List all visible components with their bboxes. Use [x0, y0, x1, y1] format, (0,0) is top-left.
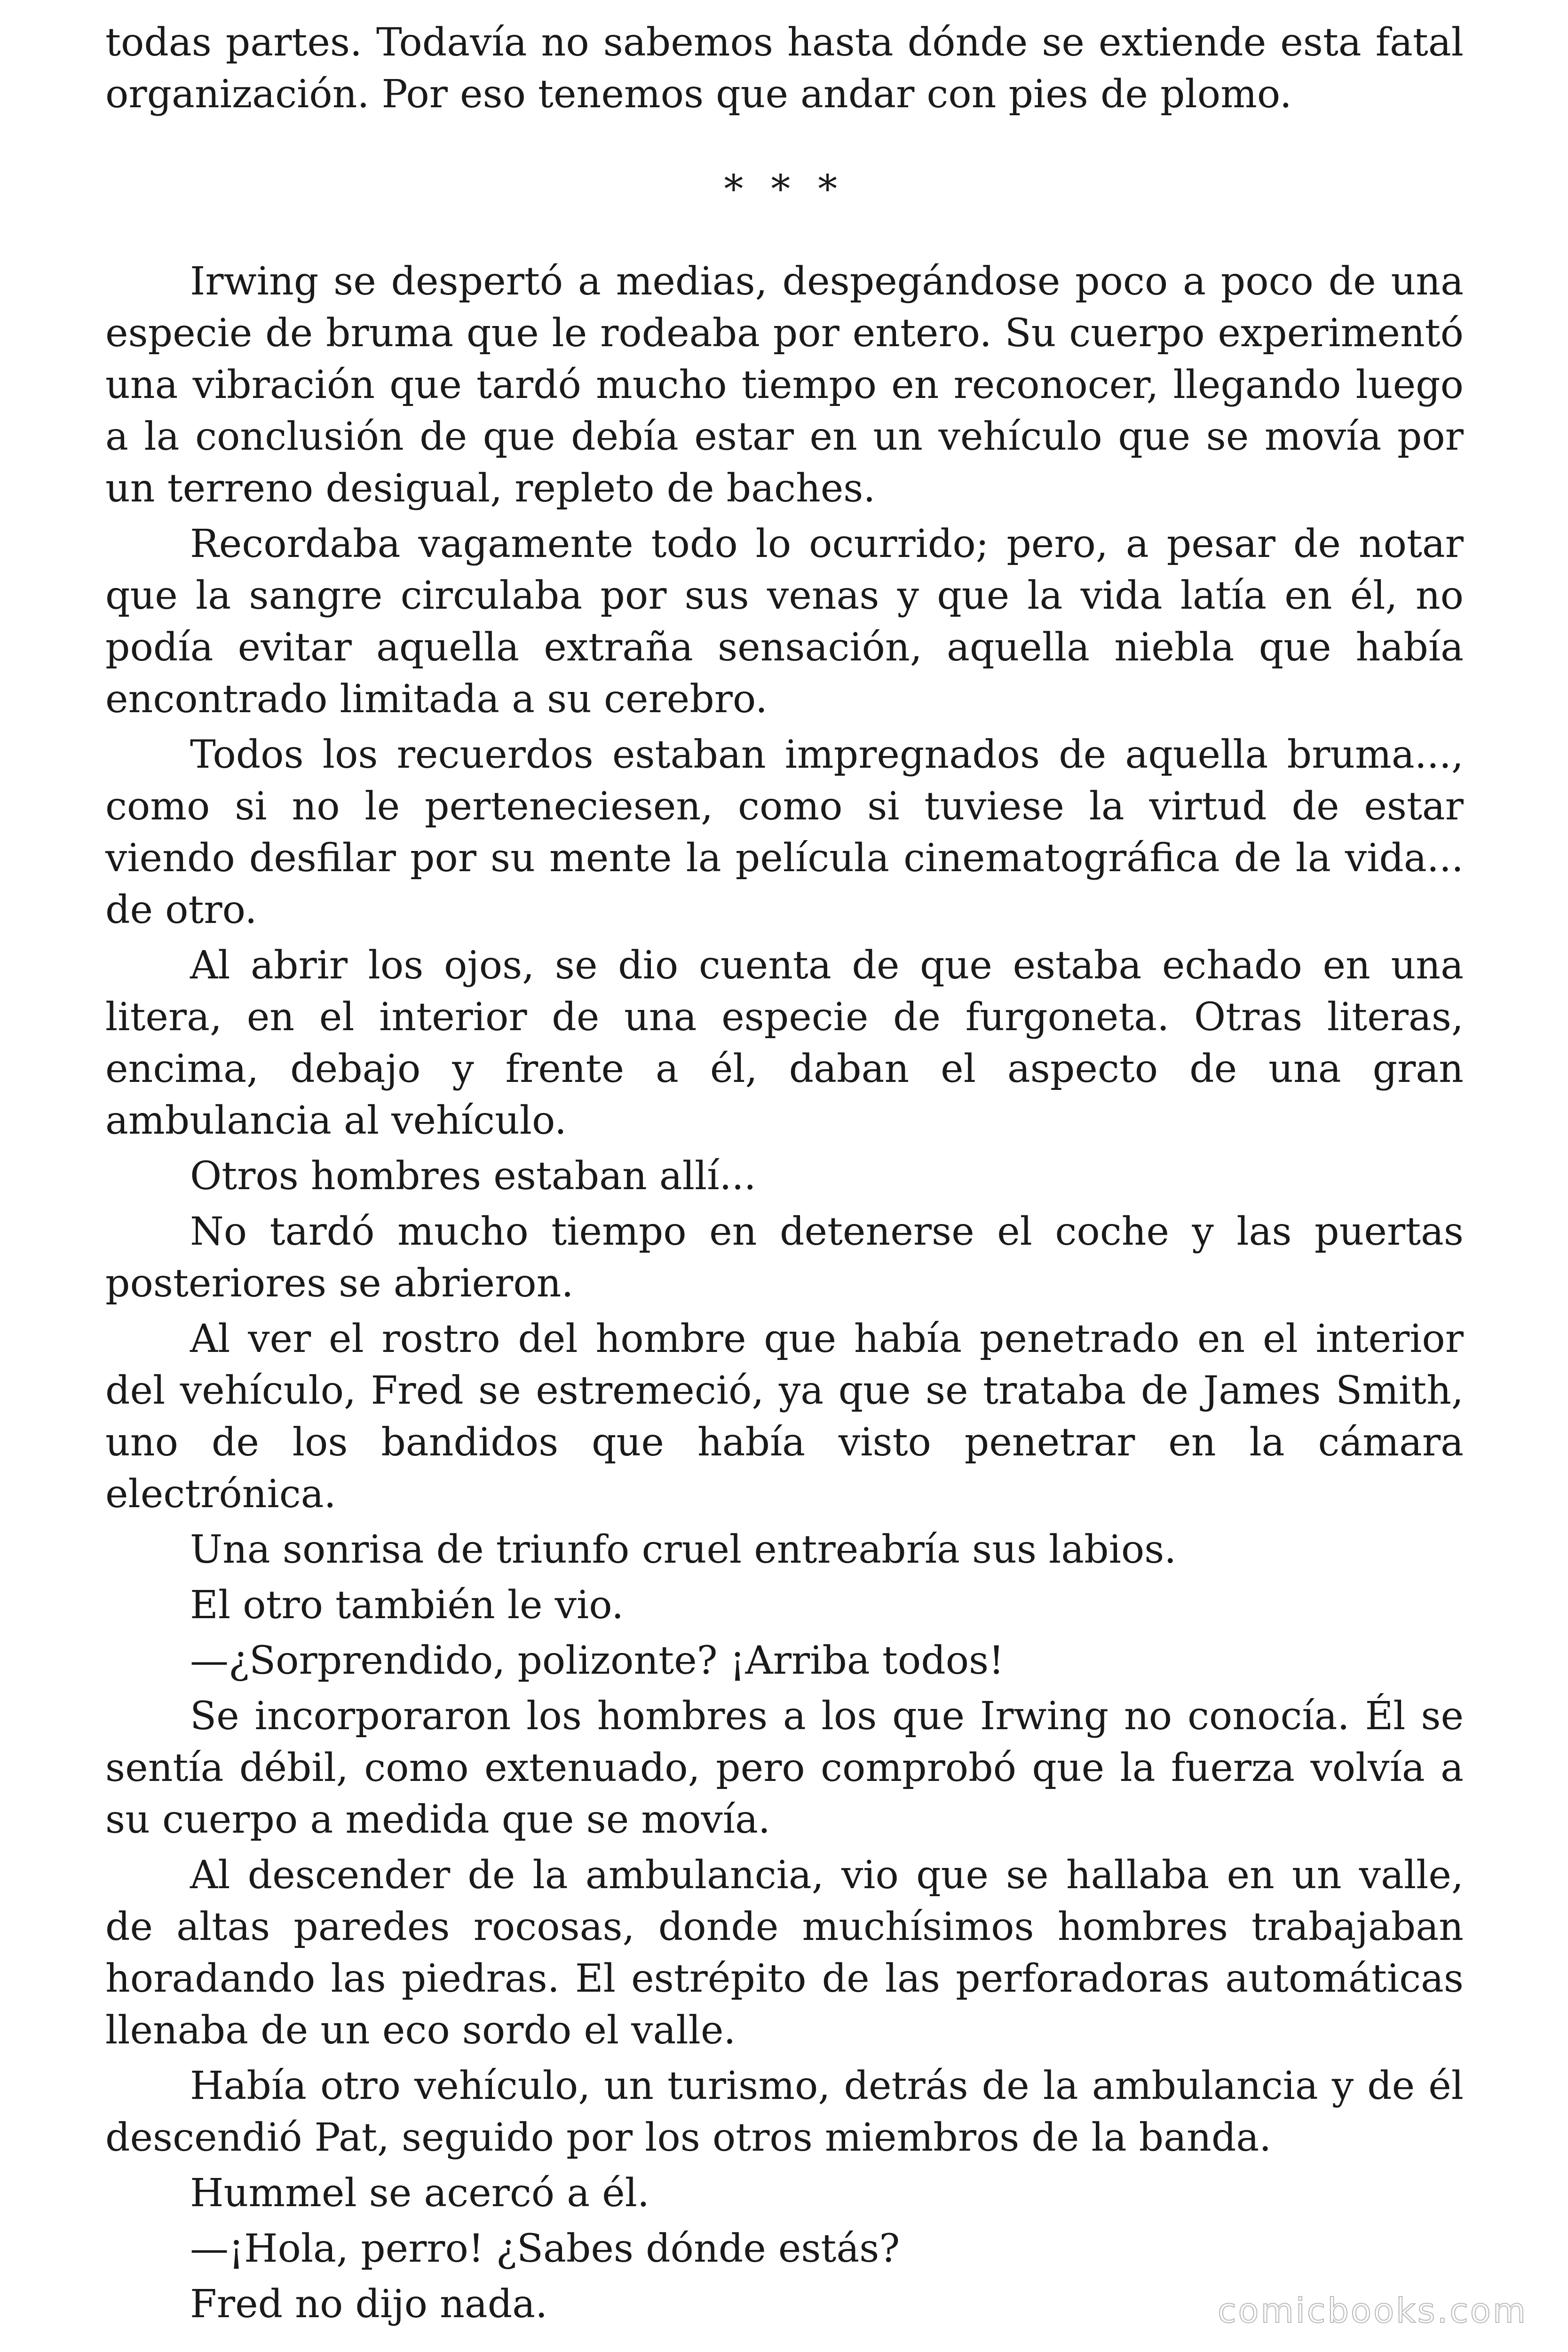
opening-paragraph: todas partes. Todavía no sabemos hasta dónde se extiende esta fatal organización. Por eso tenemos que andar con pies de plomo.: [105, 20, 1464, 117]
paragraph: —¿Sorprendido, polizonte? ¡Arriba todos!: [190, 1638, 1005, 1683]
paragraph: —¡Hola, perro! ¿Sabes dónde estás?: [190, 2226, 900, 2271]
scene-break: * * *: [724, 167, 845, 212]
paragraph: Fred no dijo nada.: [190, 2282, 548, 2327]
paragraph: Una sonrisa de triunfo cruel entreabría sus labios.: [190, 1527, 1177, 1572]
paragraph-list: [105, 256, 1464, 2330]
paragraph: Todos los recuerdos estaban impregnados de aquella bruma..., como si no le perteneciesen, como si tuviese la virtud de estar viendo desfilar por su mente la película cinematográfica de la vida... de otro.: [105, 732, 1464, 932]
paragraph: Otros hombres estaban allí...: [190, 1154, 756, 1199]
paragraph: Al descender de la ambulancia, vio que se hallaba en un valle, de altas paredes rocosas, donde muchísimos hombres trabajaban horadando las piedras. El estrépito de las perforadoras automáticas llenaba de un eco sordo el valle.: [105, 1853, 1464, 2053]
watermark: comicbooks.com: [1217, 2291, 1528, 2330]
paragraph: Se incorporaron los hombres a los que Irwing no conocía. Él se sentía débil, como extenuado, pero comprobó que la fuerza volvía a su cuerpo a medida que se movía.: [105, 1694, 1464, 1842]
book-page-text: [105, 17, 1464, 2334]
paragraph: Recordaba vagamente todo lo ocurrido; pero, a pesar de notar que la sangre circulaba por sus venas y que la vida latía en él, no podía evitar aquella extraña sensación, aquella niebla que había encontrado limitada a su cerebro.: [105, 522, 1464, 722]
paragraph: Al abrir los ojos, se dio cuenta de que estaba echado en una litera, en el interior de una especie de furgoneta. Otras literas, encima, debajo y frente a él, daban el aspecto de una gran ambulancia al vehículo.: [105, 943, 1464, 1143]
paragraph: El otro también le vio.: [190, 1583, 624, 1628]
paragraph: Irwing se despertó a medias, despegándose poco a poco de una especie de bruma que le rodeaba por entero. Su cuerpo experimentó una vibración que tardó mucho tiempo en reconocer, llegando luego a la conclusión de que debía estar en un vehículo que se movía por un terreno desigual, repleto de baches.: [105, 259, 1464, 511]
paragraph: No tardó mucho tiempo en detenerse el coche y las puertas posteriores se abrieron.: [105, 1209, 1464, 1306]
paragraph: Hummel se acercó a él.: [190, 2171, 649, 2216]
paragraph: Había otro vehículo, un turismo, detrás de la ambulancia y de él descendió Pat, seguido por los otros miembros de la banda.: [105, 2064, 1464, 2160]
paragraph: Al ver el rostro del hombre que había penetrado en el interior del vehículo, Fred se estremeció, ya que se trataba de James Smith, uno de los bandidos que había visto penetrar en la cámara electrónica.: [105, 1317, 1464, 1517]
